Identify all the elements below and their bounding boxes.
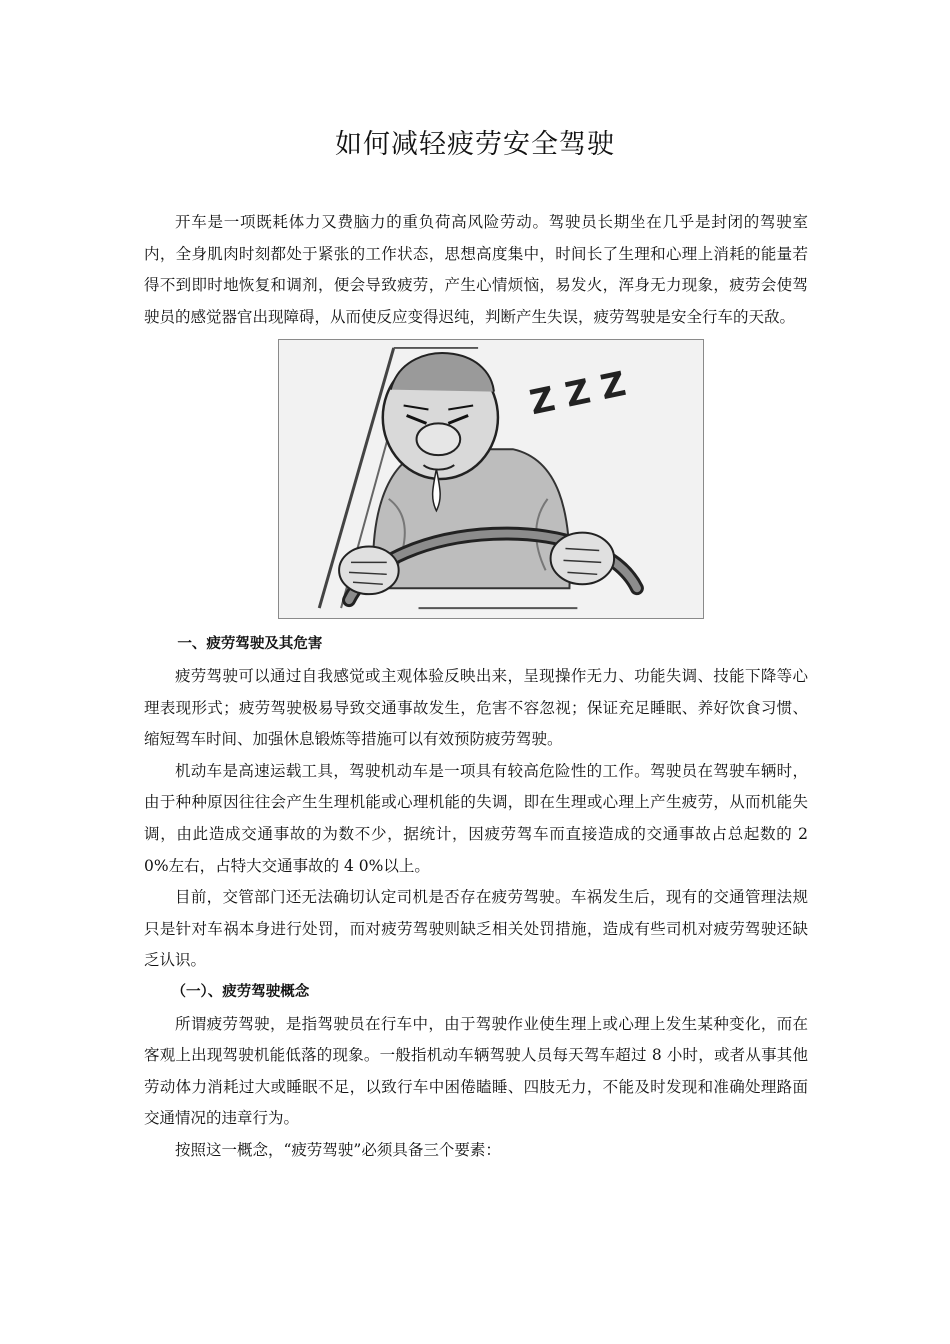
section1-paragraph-3: 目前，交管部门还无法确切认定司机是否存在疲劳驾驶。车祸发生后，现有的交通管理法规只是针对车祸本身进行处罚，而对疲劳驾驶则缺乏相关处罚措施，造成有些司机对疲劳驾驶还缺乏认识。: [144, 888, 808, 970]
section-heading-1: 一、疲劳驾驶及其危害: [177, 636, 323, 653]
subsection-heading-1: （一）、疲劳驾驶概念: [171, 983, 310, 1000]
document-body: [144, 207, 808, 1166]
section1-paragraph-1: 疲劳驾驶可以通过自我感觉或主观体验反映出来，呈现操作无力、功能失调、技能下降等心理表现形式；疲劳驾驶极易导致交通事故发生，危害不容忽视；保证充足睡眠、养好饮食习惯、缩短驾车时间、加强休息锻炼等措施可以有效预防疲劳驾驶。: [144, 666, 808, 749]
snore-text: Z Z Z: [526, 364, 630, 423]
document-title: 如何减轻疲劳安全驾驶: [335, 129, 615, 160]
sleeping-driver-illustration: [278, 339, 704, 619]
subsection1-paragraph-1: 所谓疲劳驾驶，是指驾驶员在行车中，由于驾驶作业使生理上或心理上发生某种变化，而在客观上出现驾驶机能低落的现象。一般指机动车辆驾驶人员每天驾车超过 8 小时，或者从事其他劳动体力消耗过大或睡眠不足，以致行车中困倦瞌睡、四肢无力，不能及时发现和准确处理路面交通情况的违章行为。: [144, 1014, 808, 1128]
subsection1-paragraph-2: 按照这一概念，“疲劳驾驶”必须具备三个要素：: [175, 1140, 501, 1159]
section1-paragraph-2: 机动车是高速运载工具，驾驶机动车是一项具有较高危险性的工作。驾驶员在驾驶车辆时，由于种种原因往往会产生生理机能或心理机能的失调，即在生理或心理上产生疲劳，从而机能失调，由此造成交通事故的为数不少，据统计，因疲劳驾车而直接造成的交通事故占总起数的 2 0%左右，占特大交通事故的 4 0%以上。: [144, 761, 808, 875]
intro-paragraph: 开车是一项既耗体力又费脑力的重负荷高风险劳动。驾驶员长期坐在几乎是封闭的驾驶室内，全身肌肉时刻都处于紧张的工作状态，思想高度集中，时间长了生理和心理上消耗的能量若得不到即时地恢复和调剂，便会导致疲劳，产生心情烦恼，易发火，浑身无力现象，疲劳会使驾驶员的感觉器官出现障碍，从而使反应变得迟纯，判断产生失误，疲劳驾驶是安全行车的天敌。: [144, 213, 808, 326]
